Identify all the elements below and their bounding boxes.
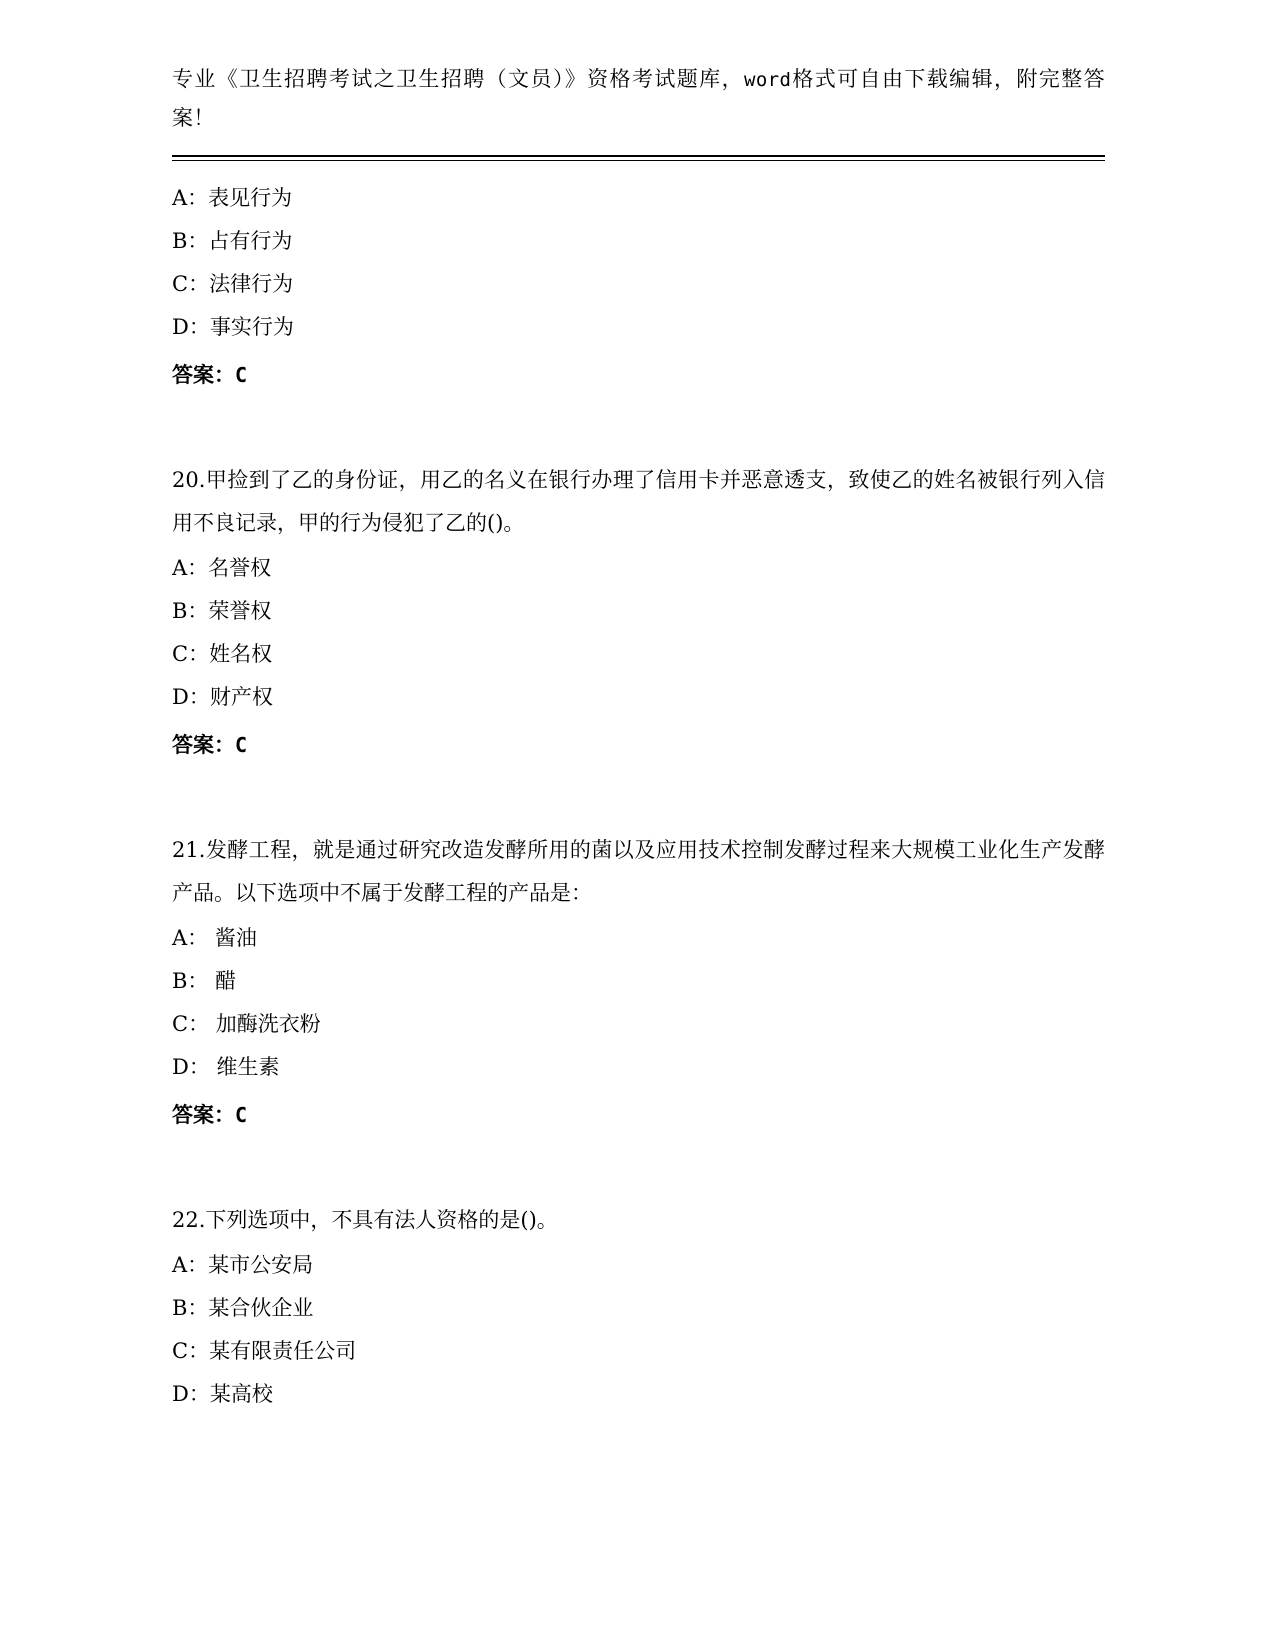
option-item: A： 酱油 — [172, 926, 257, 950]
answer-label: 答案： — [172, 362, 235, 387]
option-item: D：事实行为 — [172, 315, 294, 339]
option-item: C： 加酶洗衣粉 — [172, 1012, 321, 1036]
question-block — [172, 459, 1105, 767]
page-header — [172, 60, 1105, 137]
divider-line-top — [172, 155, 1105, 157]
answer-label: 答案： — [172, 732, 235, 757]
answer-label: 答案： — [172, 1102, 235, 1127]
answer-line — [172, 723, 1105, 767]
header-text-after: 格式可自由下载编辑，附完整答案！ — [172, 67, 1105, 130]
option-item: B： 醋 — [172, 969, 237, 993]
option-item: C：法律行为 — [172, 272, 294, 296]
answer-value: C — [235, 1103, 248, 1127]
answer-value: C — [235, 363, 248, 387]
option-item: B：某合伙企业 — [172, 1296, 314, 1320]
header-text-before: 专业《卫生招聘考试之卫生招聘（文员）》资格考试题库， — [172, 67, 744, 91]
header-latin-word: word — [743, 69, 792, 91]
header-divider — [172, 155, 1105, 161]
answer-value: C — [235, 733, 248, 757]
block-spacer — [172, 425, 1105, 459]
question-block — [172, 177, 1105, 397]
block-spacer — [172, 1165, 1105, 1199]
option-item: A：某市公安局 — [172, 1253, 314, 1277]
option-item: A：名誉权 — [172, 556, 272, 580]
question-text: 22.下列选项中，不具有法人资格的是()。 — [172, 1208, 558, 1232]
option-item: A：表见行为 — [172, 186, 293, 210]
option-item: D：财产权 — [172, 685, 273, 709]
option-item: B：占有行为 — [172, 229, 293, 253]
option-item: D： 维生素 — [172, 1055, 280, 1079]
question-block — [172, 829, 1105, 1137]
option-item: C：姓名权 — [172, 642, 273, 666]
option-item: B：荣誉权 — [172, 599, 272, 623]
option-item: C：某有限责任公司 — [172, 1339, 357, 1363]
question-text: 20.甲捡到了乙的身份证，用乙的名义在银行办理了信用卡并恶意透支，致使乙的姓名被银行列入信用不良记录，甲的行为侵犯了乙的()。 — [172, 468, 1105, 535]
answer-line — [172, 353, 1105, 397]
option-item: D：某高校 — [172, 1382, 273, 1406]
divider-line-bottom — [172, 160, 1105, 161]
question-block — [172, 1199, 1105, 1416]
question-text: 21.发酵工程，就是通过研究改造发酵所用的菌以及应用技术控制发酵过程来大规模工业化生产发酵产品。以下选项中不属于发酵工程的产品是： — [172, 838, 1105, 905]
answer-line — [172, 1093, 1105, 1137]
block-spacer — [172, 795, 1105, 829]
